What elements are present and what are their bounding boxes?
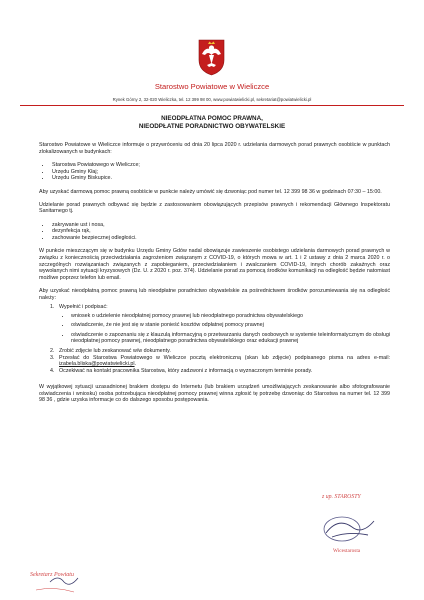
document-body [39,142,390,411]
handwritten-signature [318,509,384,545]
paragraph-gdow: W punkcie mieszczącym się w budynku Urzędu Gminy Gdów nadal obowiązuje zawieszenie osobistego udzielania darmowych porad prawnych w związku z koniecznością przeciwdziałania zagrożeniom związanym z COVID-19, o których mowa w art. 1 i 2 ustawy z dnia 2 marca 2020 r. o szczególnych rozwiązaniach związanych z zapobieganiem, przeciwdziałaniem i zwalczaniem COVID-19, innych chorób zakaźnych oraz wywołanych nimi sytuacji kryzysowych (Dz. U. z 2020 r. poz. 374). Udzielanie porad za pomocą środków komunikacji na odległość będzie natomiast możliwe poprzez telefon lub email. [39,248,390,282]
list-item: • wniosek o udzielenie nieodpłatnej pomocy prawnej lub nieodpłatnego poradnictwa obywatelskiego [71,313,390,320]
list-item: • Urzędu Gminy Kłaj; [51,169,390,176]
list-item: • Urzędu Gminy Biskupice. [51,175,390,182]
locations-list [39,162,390,182]
remote-text: Aby uzyskać nieodpłatną pomoc prawną lub nieodpłatne poradnictwo obywatelskie za pośrednictwem środków porozumiewania się na odległość należy: [39,288,390,302]
title-line-2: NIEODPŁATNE PORADNICTWO OBYWATELSKIE [138,123,286,130]
organization-name: Starostwo Powiatowe w Wieliczce [154,82,270,91]
intro-text: Starostwo Powiatowe w Wieliczce informuje o przywróceniu od dnia 20 lipca 2020 r. udzielania darmowych porad prawnych osobiście w punktach zlokalizowanych w budynkach: [39,142,390,155]
rules-text: Udzielanie porad prawnych odbywać się będzie z zastosowaniem obowiązujących przepisów prawnych i rekomendacji Głównego Inspektoratu Sanitarnego tj. [39,201,390,215]
signature-prefix: z up. STAROSTY [322,494,361,500]
signature-role: Wicestarosta [333,548,361,554]
contact-line: Rynek Górny 2, 32-020 Wieliczka, tel. 12 399 98 00, www.powiatwielicki.pl, sekretariat@powiatwielicki.pl [112,97,312,102]
paragraph-remote [39,288,390,302]
step-text-end: . [134,361,137,368]
email-link[interactable]: izabela.bliska@powiatwielicki.pl [59,361,135,368]
step-item [56,355,390,369]
header-divider [20,105,404,106]
list-item: • oświadczenie, że nie jest się w stanie ponieść kosztów odpłatnej pomocy prawnej [71,322,390,329]
list-item: • Starostwa Powiatowego w Wieliczce; [51,162,390,169]
stamp-text: Sekretarz Powiatu [30,572,74,578]
paragraph-exception: W wyjątkowej sytuacji uzasadnionej brakiem dostępu do Internetu (lub brakiem urządzeń umożliwiających zeskanowanie albo sfotografowanie oświadczenia i wniosku) osoba potrzebująca nieodpłatnej pomocy prawnej winna zgłosić tę potrzebę dzwoniąc do Starostwa na numer tel. 12 399 98 36 , gdzie uzyska informacje co do dalszego sposobu postępowania. [39,383,390,404]
list-item: • zachowanie bezpiecznej odległości. [51,235,390,242]
list-item: • oświadczenie o zapoznaniu się z klauzulą informacyjną o przetwarzaniu danych osobowych w systemie teleinformatycznym do obsługi nieodpłatnej pomocy prawnej, nieodpłatnego poradnictwa obywatelskiego oraz edukacji prawnej [71,332,390,346]
step-item: 2. Zrobić zdjęcie lub zeskanować w/w dokumenty. [56,348,390,355]
measures-list [39,222,390,242]
document-title [0,115,424,131]
secretary-stamp [30,568,92,596]
step-item [56,304,390,345]
coat-of-arms-icon [197,38,226,76]
documents-list [59,313,390,346]
paragraph-rules [39,202,390,216]
title-line-1: NIEODPŁATNA POMOC PRAWNA, [161,115,263,122]
step-text: Przesłać do Starostwa Powiatowego w Wieliczce pocztą elektroniczną (skan lub zdjęcie) podpisanego pisma na adres e-mail: [59,354,390,361]
list-item: • dezynfekcja rąk, [51,228,390,235]
list-item: • zakrywanie ust i nosa, [51,222,390,229]
step-text: Wypełnić i podpisać: [59,303,108,310]
steps-list [39,304,390,375]
paragraph-intro [39,142,390,156]
paragraph-appointment: Aby uzyskać darmową pomoc prawną osobiście w punkcie należy umówić się dzwoniąc pod numer tel. 12 399 98 36 w godzinach 07:30 – 15:00. [39,188,382,195]
step-item: 4. Oczekiwać na kontakt pracownika Starostwa, który zadzwoni z informacją o wyznaczonym terminie porady. [56,368,390,375]
